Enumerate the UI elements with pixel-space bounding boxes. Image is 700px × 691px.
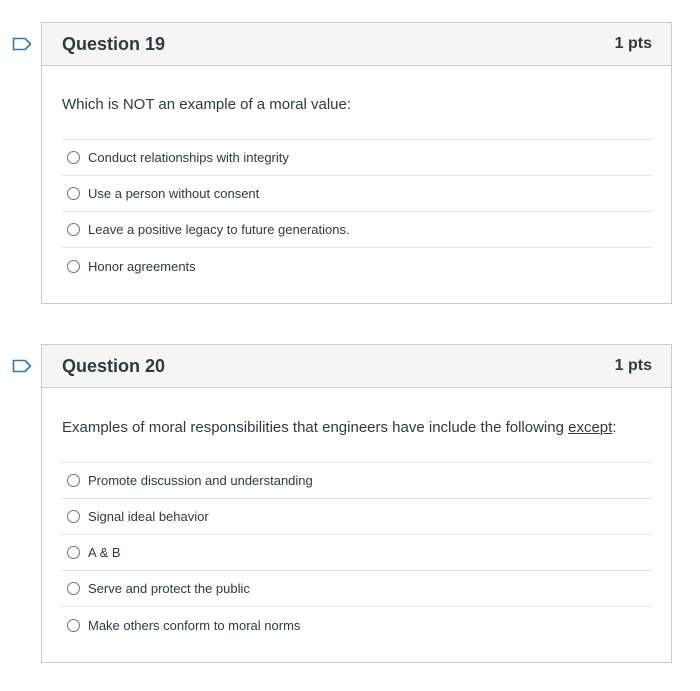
question-20-card: [41, 344, 672, 663]
question-19-card: [41, 22, 672, 304]
answer-option-4[interactable]: [62, 571, 652, 607]
question-prompt: Which is NOT an example of a moral value:: [62, 96, 352, 113]
radio-unchecked-icon[interactable]: [67, 151, 80, 164]
flag-question-icon[interactable]: [12, 359, 32, 373]
question-prompt-text: Examples of moral responsibilities that engineers have include the following: [62, 419, 569, 436]
answer-option-2[interactable]: [62, 176, 652, 212]
answer-option-1[interactable]: [62, 140, 652, 176]
answer-label: A & B: [88, 545, 121, 560]
answer-list: [62, 139, 652, 284]
answer-option-2[interactable]: [62, 499, 652, 535]
radio-unchecked-icon[interactable]: [67, 474, 80, 487]
radio-unchecked-icon[interactable]: [67, 546, 80, 559]
question-points: 1 pts: [614, 35, 652, 52]
question-prompt: [62, 388, 652, 462]
radio-unchecked-icon[interactable]: [67, 510, 80, 523]
question-points: 1 pts: [614, 357, 652, 374]
answer-list: [62, 462, 652, 643]
radio-unchecked-icon[interactable]: [67, 582, 80, 595]
question-title: Question 19: [62, 33, 166, 54]
answer-label: Leave a positive legacy to future generations.: [88, 222, 350, 237]
radio-unchecked-icon[interactable]: [67, 260, 80, 273]
question-prompt-emphasis: except: [568, 419, 613, 436]
answer-option-5[interactable]: [62, 607, 652, 643]
answer-option-3[interactable]: [62, 535, 652, 571]
radio-unchecked-icon[interactable]: [67, 187, 80, 200]
question-prompt-end: :: [612, 419, 617, 436]
answer-label: Signal ideal behavior: [88, 509, 209, 524]
answer-label: Make others conform to moral norms: [88, 617, 301, 633]
radio-unchecked-icon[interactable]: [67, 619, 80, 632]
question-body: [42, 66, 671, 284]
question-header: [42, 23, 671, 66]
answer-label: Use a person without consent: [88, 186, 260, 201]
answer-label: Promote discussion and understanding: [88, 473, 313, 488]
question-title: Question 20: [62, 355, 166, 376]
answer-option-4[interactable]: [62, 248, 652, 284]
answer-option-1[interactable]: [62, 463, 652, 499]
answer-option-3[interactable]: [62, 212, 652, 248]
radio-unchecked-icon[interactable]: [67, 223, 80, 236]
answer-label: Serve and protect the public: [88, 581, 250, 596]
question-body: [42, 388, 671, 643]
flag-question-icon[interactable]: [12, 37, 32, 51]
answer-label: Honor agreements: [88, 258, 196, 274]
question-header: [42, 345, 671, 388]
answer-label: Conduct relationships with integrity: [88, 150, 289, 165]
